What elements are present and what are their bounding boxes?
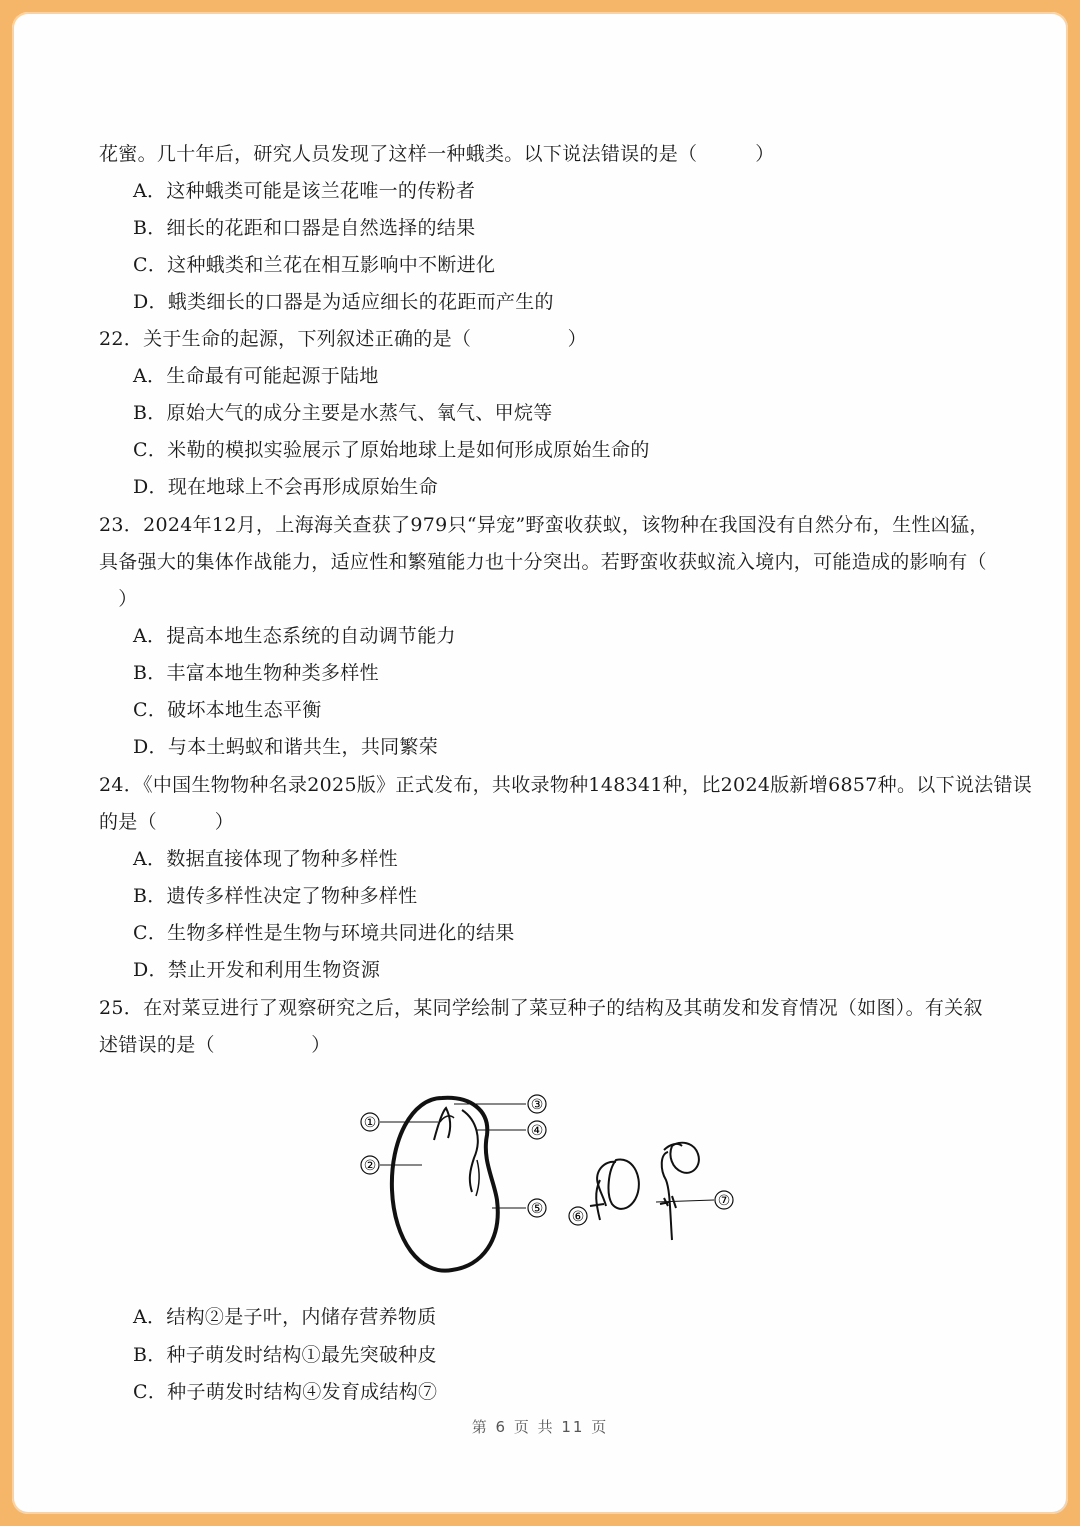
- q23-option-a: A．提高本地生态系统的自动调节能力: [133, 625, 456, 647]
- label-5: ⑤: [530, 1201, 544, 1217]
- q21-option-c: C．这种蛾类和兰花在相互影响中不断进化: [133, 254, 496, 276]
- radicle: [462, 1110, 478, 1192]
- q22-stem: 22．关于生命的起源，下列叙述正确的是（ ）: [99, 328, 587, 350]
- germinating-seed: [590, 1159, 639, 1220]
- label-2: ②: [363, 1158, 377, 1174]
- q22-option-d: D．现在地球上不会再形成原始生命: [133, 476, 439, 498]
- q24-option-a: A．数据直接体现了物种多样性: [133, 848, 398, 870]
- q25-option-c: C．种子萌发时结构④发育成结构⑦: [133, 1381, 438, 1403]
- q24-option-d: D．禁止开发和利用生物资源: [133, 959, 381, 981]
- q23-option-c: C．破坏本地生态平衡: [133, 699, 322, 721]
- label-6: ⑥: [571, 1209, 585, 1225]
- q25-option-a: A．结构②是子叶，内储存营养物质: [133, 1306, 437, 1328]
- q22-option-b: B．原始大气的成分主要是水蒸气、氧气、甲烷等: [133, 402, 553, 424]
- q25-stem-line1: 25．在对菜豆进行了观察研究之后，某同学绘制了菜豆种子的结构及其萌发和发育情况（如图）。有关叙: [99, 997, 983, 1019]
- q22-option-c: C．米勒的模拟实验展示了原始地球上是如何形成原始生命的: [133, 439, 650, 461]
- label-4: ④: [530, 1123, 544, 1139]
- page-footer: 第 6 页 共 11 页: [471, 1418, 609, 1436]
- q23-stem-line3: ）: [99, 588, 138, 610]
- seedling: [656, 1143, 714, 1240]
- exam-page: [12, 12, 1068, 1514]
- label-1: ①: [363, 1115, 377, 1131]
- q21-stem-end: 花蜜。几十年后，研究人员发现了这样一种蛾类。以下说法错误的是（ ）: [99, 143, 775, 165]
- label-3: ③: [530, 1097, 544, 1113]
- q23-stem-line1: 23．2024年12月，上海海关查获了979只“异宠”野蛮收获蚁，该物种在我国没有自然分布，生性凶猛，: [99, 514, 989, 536]
- q21-option-d: D．蛾类细长的口器是为适应细长的花距而产生的: [133, 291, 554, 313]
- q21-option-a: A．这种蛾类可能是该兰花唯一的传粉者: [133, 180, 476, 202]
- q24-stem-line1: 24．《中国生物物种名录2025版》正式发布，共收录物种148341种，比2024版新增6857种。以下说法错误: [99, 774, 1033, 796]
- q23-option-d: D．与本土蚂蚁和谐共生，共同繁荣: [133, 736, 439, 758]
- plumule: [434, 1108, 450, 1140]
- q25-option-b: B．种子萌发时结构①最先突破种皮: [133, 1344, 437, 1366]
- q23-stem-line2: 具备强大的集体作战能力，适应性和繁殖能力也十分突出。若野蛮收获蚁流入境内，可能造成的影响有（: [99, 551, 987, 573]
- q22-option-a: A．生命最有可能起源于陆地: [133, 365, 379, 387]
- q23-option-b: B．丰富本地生物种类多样性: [133, 662, 379, 684]
- q24-option-b: B．遗传多样性决定了物种多样性: [133, 885, 418, 907]
- q21-option-b: B．细长的花距和口器是自然选择的结果: [133, 217, 476, 239]
- q24-option-c: C．生物多样性是生物与环境共同进化的结果: [133, 922, 515, 944]
- q24-stem-line2: 的是（ ）: [99, 811, 235, 833]
- seed-coat: [392, 1098, 498, 1271]
- q25-stem-line2: 述错误的是（ ）: [99, 1034, 331, 1056]
- label-7: ⑦: [717, 1193, 731, 1209]
- bean-seed-diagram: [342, 1080, 742, 1280]
